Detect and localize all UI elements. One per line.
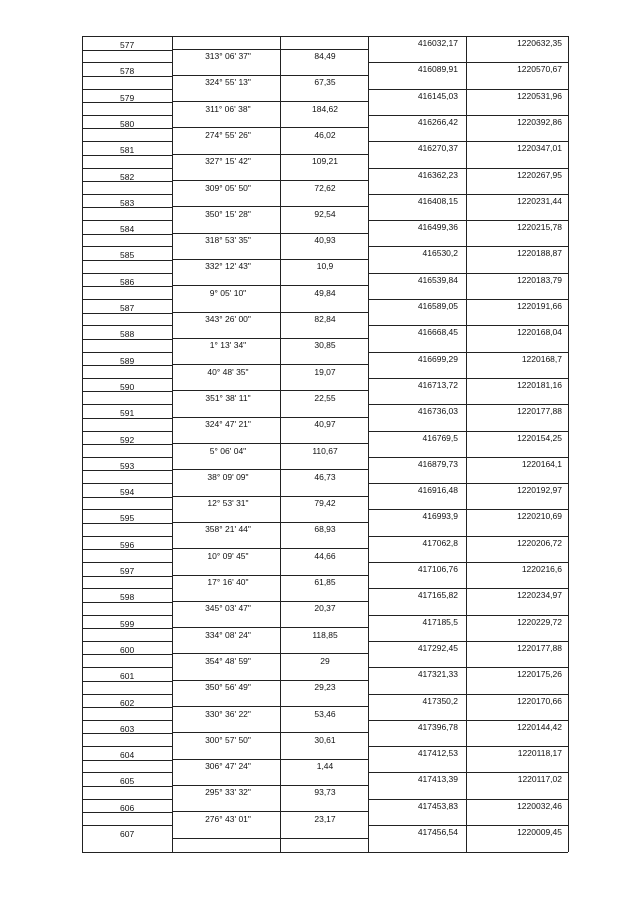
- x-coordinate: 416408,15: [417, 195, 458, 206]
- y-coordinate: 1220170,66: [517, 695, 562, 706]
- row-divider: [82, 168, 172, 169]
- segment-distance: 40,97: [314, 419, 336, 430]
- segment-divider: [172, 49, 368, 50]
- segment-divider: [172, 312, 368, 313]
- segment-distance: 110,67: [312, 445, 338, 456]
- point-number: 580: [120, 118, 135, 129]
- row-divider: [368, 141, 568, 142]
- x-coordinate: 416362,23: [417, 169, 458, 180]
- y-coordinate: 1220216,6: [521, 564, 562, 574]
- point-number: 595: [120, 513, 135, 524]
- bearing-angle: 1° 13' 34": [209, 340, 247, 351]
- row-divider: [368, 220, 568, 221]
- x-coordinate: 417292,45: [417, 642, 458, 653]
- x-coordinate: 416879,73: [417, 458, 458, 469]
- column-border: [568, 36, 569, 852]
- y-coordinate: 1220183,79: [517, 274, 562, 285]
- point-number: 594: [120, 487, 135, 498]
- x-coordinate: 416916,48: [417, 485, 458, 496]
- segment-divider: [172, 259, 368, 260]
- row-divider: [368, 746, 568, 747]
- x-coordinate: 417350,2: [422, 695, 458, 706]
- row-divider: [82, 483, 172, 484]
- row-divider: [82, 299, 172, 300]
- segment-distance: 93,73: [314, 787, 336, 798]
- row-divider: [368, 641, 568, 642]
- row-divider: [368, 720, 568, 721]
- x-coordinate: 417456,54: [417, 827, 458, 837]
- bearing-angle: 350° 56' 49": [205, 682, 251, 693]
- y-coordinate: 1220392,86: [517, 116, 562, 127]
- segment-divider: [172, 75, 368, 76]
- segment-divider: [172, 496, 368, 497]
- segment-distance: 1,44: [316, 761, 334, 772]
- point-number: 601: [120, 671, 135, 682]
- point-number: 599: [120, 618, 135, 629]
- x-coordinate: 416769,5: [422, 432, 458, 443]
- row-divider: [82, 536, 172, 537]
- y-coordinate: 1220118,17: [517, 748, 562, 759]
- bearing-angle: 324° 55' 13": [205, 77, 251, 88]
- x-coordinate: 416589,05: [417, 301, 458, 311]
- bearing-angle: 40° 48' 35": [207, 366, 249, 377]
- bearing-angle: 306° 47' 24": [205, 761, 251, 772]
- segment-distance: 118,85: [312, 629, 338, 640]
- y-coordinate: 1220632,35: [517, 38, 562, 48]
- point-number: 586: [120, 276, 135, 287]
- bearing-angle: 350° 15' 28": [205, 208, 251, 219]
- segment-divider: [172, 127, 368, 128]
- segment-divider: [172, 338, 368, 339]
- bearing-angle: 9° 05' 10": [209, 287, 247, 298]
- point-number: 590: [120, 381, 135, 392]
- y-coordinate: 1220206,72: [517, 537, 562, 548]
- row-divider: [82, 746, 172, 747]
- bearing-angle: 10° 09' 45": [207, 550, 249, 561]
- x-coordinate: 416145,03: [417, 90, 458, 101]
- y-coordinate: 1220144,42: [517, 721, 562, 732]
- x-coordinate: 416736,03: [417, 406, 458, 417]
- segment-distance: 82,84: [314, 314, 336, 324]
- segment-divider: [172, 653, 368, 654]
- point-number: 577: [120, 40, 135, 50]
- bearing-angle: 313° 06' 37": [205, 51, 251, 61]
- segment-divider: [172, 732, 368, 733]
- row-divider: [368, 194, 568, 195]
- x-coordinate: 416539,84: [417, 274, 458, 285]
- point-number: 584: [120, 224, 135, 235]
- segment-distance: 46,73: [314, 471, 336, 482]
- segment-divider: [172, 759, 368, 760]
- x-coordinate: 417165,82: [417, 590, 458, 601]
- x-coordinate: 416993,9: [422, 511, 458, 522]
- row-divider: [82, 772, 172, 773]
- y-coordinate: 1220181,16: [517, 379, 562, 390]
- row-divider: [82, 615, 172, 616]
- bearing-angle: 17° 16' 40": [207, 577, 249, 587]
- row-divider: [82, 588, 172, 589]
- x-coordinate: 417453,83: [417, 800, 458, 811]
- y-coordinate: 1220267,95: [517, 169, 562, 180]
- row-divider: [368, 615, 568, 616]
- point-number: 604: [120, 750, 135, 761]
- bearing-angle: 318° 53' 35": [205, 235, 251, 246]
- x-coordinate: 417062,8: [422, 537, 458, 548]
- row-divider: [82, 220, 172, 221]
- point-number: 602: [120, 697, 135, 708]
- point-number: 578: [120, 66, 135, 77]
- point-number: 600: [120, 644, 135, 655]
- segment-distance: 92,54: [314, 208, 336, 219]
- segment-distance: 68,93: [314, 524, 336, 535]
- row-divider: [368, 299, 568, 300]
- segment-divider: [172, 154, 368, 155]
- row-divider: [368, 509, 568, 510]
- row-divider: [82, 509, 172, 510]
- x-coordinate: 416032,17: [417, 38, 458, 48]
- segment-divider: [172, 548, 368, 549]
- x-coordinate: 417321,33: [417, 669, 458, 680]
- segment-distance: 67,35: [314, 77, 336, 88]
- segment-distance: 19,07: [314, 366, 336, 377]
- bearing-angle: 300° 57' 50": [205, 734, 251, 745]
- segment-distance: 23,17: [314, 813, 336, 824]
- x-coordinate: 416270,37: [417, 143, 458, 154]
- segment-divider: [172, 838, 368, 839]
- point-number: 606: [120, 802, 135, 813]
- y-coordinate: 1220231,44: [517, 195, 562, 206]
- y-coordinate: 1220192,97: [517, 485, 562, 496]
- row-divider: [368, 89, 568, 90]
- segment-distance: 30,61: [314, 734, 336, 745]
- bearing-angle: 309° 05' 50": [205, 182, 251, 193]
- point-number: 593: [120, 460, 135, 471]
- bearing-angle: 327° 15' 42": [205, 156, 251, 167]
- table-bottom-border: [82, 852, 568, 853]
- row-divider: [368, 483, 568, 484]
- table-top-border: [82, 36, 568, 37]
- row-divider: [82, 457, 172, 458]
- bearing-angle: 334° 08' 24": [205, 629, 251, 640]
- row-divider: [368, 536, 568, 537]
- bearing-angle: 38° 09' 09": [207, 471, 249, 482]
- y-coordinate: 1220177,88: [517, 642, 562, 653]
- segment-divider: [172, 469, 368, 470]
- row-divider: [82, 246, 172, 247]
- bearing-angle: 276° 43' 01": [205, 813, 251, 824]
- segment-divider: [172, 601, 368, 602]
- y-coordinate: 1220154,25: [517, 432, 562, 443]
- segment-distance: 79,42: [314, 498, 336, 509]
- row-divider: [82, 825, 172, 826]
- segment-divider: [172, 285, 368, 286]
- x-coordinate: 417396,78: [417, 721, 458, 732]
- segment-divider: [172, 575, 368, 576]
- bearing-angle: 274° 55' 26": [205, 129, 251, 140]
- x-coordinate: 417413,39: [417, 774, 458, 785]
- y-coordinate: 1220191,66: [517, 301, 562, 311]
- segment-distance: 84,49: [314, 51, 336, 61]
- row-divider: [368, 431, 568, 432]
- segment-divider: [172, 180, 368, 181]
- row-divider: [368, 694, 568, 695]
- x-coordinate: 416713,72: [417, 379, 458, 390]
- row-divider: [82, 720, 172, 721]
- row-divider: [82, 667, 172, 668]
- row-divider: [82, 194, 172, 195]
- point-number: 583: [120, 197, 135, 208]
- segment-divider: [172, 101, 368, 102]
- x-coordinate: 416266,42: [417, 116, 458, 127]
- segment-divider: [172, 627, 368, 628]
- y-coordinate: 1220347,01: [517, 143, 562, 154]
- bearing-angle: 5° 06' 04": [209, 445, 247, 456]
- row-divider: [82, 799, 172, 800]
- row-divider: [368, 273, 568, 274]
- segment-divider: [172, 443, 368, 444]
- segment-divider: [172, 417, 368, 418]
- y-coordinate: 1220009,45: [517, 827, 562, 837]
- y-coordinate: 1220234,97: [517, 590, 562, 601]
- row-divider: [368, 168, 568, 169]
- point-number: 592: [120, 434, 135, 445]
- point-number: 603: [120, 723, 135, 734]
- bearing-angle: 324° 47' 21": [205, 419, 251, 430]
- row-divider: [368, 825, 568, 826]
- row-divider: [368, 588, 568, 589]
- column-border: [172, 36, 173, 852]
- row-divider: [368, 62, 568, 63]
- row-divider: [82, 694, 172, 695]
- point-number: 587: [120, 303, 135, 313]
- row-divider: [82, 378, 172, 379]
- segment-distance: 10,9: [316, 261, 334, 272]
- point-number: 582: [120, 171, 135, 182]
- segment-divider: [172, 785, 368, 786]
- segment-distance: 72,62: [314, 182, 336, 193]
- bearing-angle: 345° 03' 47": [205, 603, 251, 614]
- segment-divider: [172, 706, 368, 707]
- x-coordinate: 416530,2: [422, 248, 458, 259]
- y-coordinate: 1220168,04: [517, 327, 562, 338]
- row-divider: [368, 378, 568, 379]
- bearing-angle: 351° 38' 11": [205, 392, 251, 403]
- bearing-angle: 295° 33' 32": [205, 787, 251, 798]
- row-divider: [82, 62, 172, 63]
- bearing-angle: 332° 12' 43": [205, 261, 251, 272]
- y-coordinate: 1220164,1: [521, 458, 562, 469]
- column-border: [280, 36, 281, 852]
- segment-divider: [172, 206, 368, 207]
- row-divider: [368, 667, 568, 668]
- segment-distance: 109,21: [312, 156, 338, 167]
- y-coordinate: 1220210,69: [517, 511, 562, 522]
- row-divider: [82, 89, 172, 90]
- bearing-angle: 343° 26' 00": [205, 314, 251, 324]
- y-coordinate: 1220188,87: [517, 248, 562, 259]
- segment-divider: [172, 811, 368, 812]
- row-divider: [82, 115, 172, 116]
- segment-divider: [172, 233, 368, 234]
- point-number: 589: [120, 355, 135, 366]
- segment-distance: 49,84: [314, 287, 336, 298]
- bearing-angle: 330° 36' 22": [205, 708, 251, 719]
- point-number: 588: [120, 329, 135, 340]
- segment-distance: 61,85: [314, 577, 336, 587]
- segment-distance: 44,66: [314, 550, 336, 561]
- y-coordinate: 1220215,78: [517, 222, 562, 233]
- row-divider: [82, 404, 172, 405]
- row-divider: [82, 431, 172, 432]
- bearing-angle: 12° 53' 31": [207, 498, 249, 509]
- row-divider: [368, 246, 568, 247]
- segment-distance: 20,37: [314, 603, 336, 614]
- y-coordinate: 1220531,96: [517, 90, 562, 101]
- segment-divider: [172, 364, 368, 365]
- segment-divider: [172, 680, 368, 681]
- x-coordinate: 417106,76: [417, 564, 458, 574]
- x-coordinate: 417185,5: [422, 616, 458, 627]
- segment-distance: 29,23: [314, 682, 336, 693]
- x-coordinate: 416699,29: [417, 353, 458, 364]
- row-divider: [368, 799, 568, 800]
- bearing-angle: 354° 48' 59": [205, 655, 251, 666]
- bearing-angle: 358° 21' 44": [205, 524, 251, 535]
- point-number: 596: [120, 539, 135, 550]
- row-divider: [368, 457, 568, 458]
- point-number: 579: [120, 92, 135, 103]
- segment-distance: 29: [320, 655, 330, 666]
- point-number: 591: [120, 408, 135, 419]
- point-number: 605: [120, 776, 135, 787]
- row-divider: [368, 352, 568, 353]
- x-coordinate: 416499,36: [417, 222, 458, 233]
- row-divider: [368, 404, 568, 405]
- y-coordinate: 1220168,7: [521, 353, 562, 364]
- row-divider: [368, 772, 568, 773]
- row-divider: [368, 115, 568, 116]
- segment-divider: [172, 390, 368, 391]
- row-divider: [82, 141, 172, 142]
- row-divider: [368, 562, 568, 563]
- row-divider: [82, 352, 172, 353]
- point-number: 598: [120, 592, 135, 603]
- y-coordinate: 1220175,26: [517, 669, 562, 680]
- row-divider: [82, 325, 172, 326]
- segment-distance: 30,85: [314, 340, 336, 351]
- segment-distance: 22,55: [314, 392, 336, 403]
- segment-divider: [172, 522, 368, 523]
- row-divider: [368, 325, 568, 326]
- y-coordinate: 1220229,72: [517, 616, 562, 627]
- x-coordinate: 416089,91: [417, 64, 458, 75]
- y-coordinate: 1220177,88: [517, 406, 562, 417]
- point-number: 597: [120, 566, 135, 576]
- row-divider: [82, 273, 172, 274]
- point-number: 581: [120, 145, 135, 156]
- x-coordinate: 417412,53: [417, 748, 458, 759]
- segment-distance: 53,46: [314, 708, 336, 719]
- point-number: 607: [120, 829, 135, 839]
- bearing-angle: 311° 06' 38": [205, 103, 251, 114]
- row-divider: [82, 641, 172, 642]
- y-coordinate: 1220032,46: [517, 800, 562, 811]
- y-coordinate: 1220117,02: [517, 774, 562, 785]
- segment-distance: 40,93: [314, 235, 336, 246]
- x-coordinate: 416668,45: [417, 327, 458, 338]
- y-coordinate: 1220570,67: [517, 64, 562, 75]
- point-number: 585: [120, 250, 135, 261]
- row-divider: [82, 562, 172, 563]
- segment-distance: 46,02: [314, 129, 336, 140]
- segment-distance: 184,62: [312, 103, 338, 114]
